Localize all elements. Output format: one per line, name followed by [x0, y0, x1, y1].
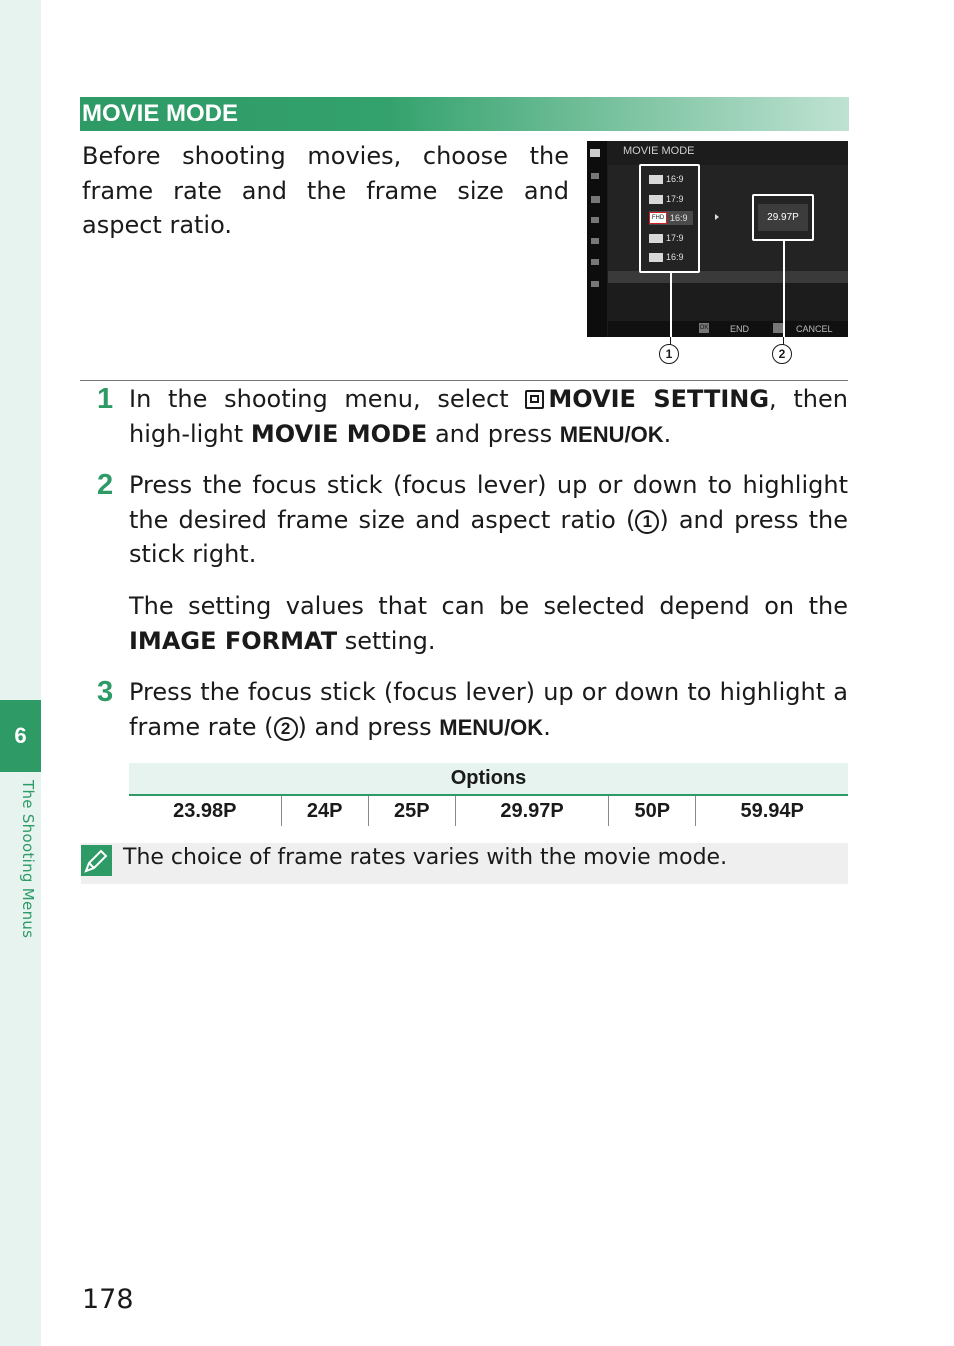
footer-cancel-label: CANCEL	[796, 324, 833, 334]
note-pencil-icon	[81, 845, 112, 876]
text: .	[543, 712, 551, 741]
text: .	[663, 419, 672, 448]
intro-text: Before shooting movies, choose the frame rate and the frame size and aspect ratio.	[82, 142, 569, 239]
size-badge	[649, 234, 663, 243]
frame-size-list[interactable]	[639, 164, 700, 273]
option-cell: 29.97P	[455, 795, 608, 826]
text: setting.	[337, 626, 436, 655]
chapter-tab: 6	[0, 700, 41, 772]
size-aspect: 17:9	[666, 233, 684, 243]
size-aspect: 16:9	[666, 252, 684, 262]
menu-item-name: MOVIE MODE	[250, 419, 428, 448]
callout-ref: 1	[635, 510, 659, 534]
text: The setting values that can be selected depend on the	[129, 592, 848, 620]
menu-ok-key: MENU/OK	[559, 421, 664, 447]
frame-rate-value: 29.97P	[758, 204, 808, 231]
footer-end-label: END	[730, 324, 750, 334]
screen-tab-strip	[587, 141, 607, 337]
callout-line-1	[670, 273, 672, 337]
arrow-right-icon	[715, 214, 719, 220]
text: and press	[427, 419, 560, 448]
size-option[interactable]	[649, 172, 693, 186]
option-cell: 50P	[609, 795, 696, 826]
size-option[interactable]	[649, 250, 693, 264]
back-key-icon	[773, 323, 783, 333]
menu-item-name: IMAGE FORMAT	[129, 626, 338, 655]
options-table	[129, 763, 848, 826]
step-number: 2	[97, 469, 114, 501]
size-option[interactable]	[649, 192, 693, 206]
note-text: The choice of frame rates varies with the movie mode.	[123, 845, 728, 870]
divider	[80, 380, 848, 381]
text: In the shooting menu, select	[129, 385, 526, 413]
size-option[interactable]	[649, 231, 693, 245]
ok-key-icon: OK	[699, 325, 709, 331]
step-number: 3	[97, 676, 114, 708]
step-3-text	[129, 675, 848, 745]
section-header	[80, 97, 849, 131]
callout-line-2	[783, 241, 785, 337]
page-number: 178	[82, 1284, 134, 1315]
size-aspect: 16:9	[666, 174, 684, 184]
callout-ref: 2	[274, 717, 298, 741]
note-box	[81, 843, 848, 884]
size-aspect: 17:9	[666, 194, 684, 204]
menu-ok-key: MENU/OK	[439, 714, 544, 740]
size-badge: FHD	[649, 212, 667, 224]
chapter-label: The Shooting Menus	[19, 780, 37, 939]
menu-tab-icons	[587, 141, 607, 337]
text: ) and press	[297, 712, 440, 741]
table-row	[129, 795, 848, 826]
size-badge	[649, 195, 663, 204]
callout-number-2: 2	[772, 344, 792, 364]
size-aspect: 16:9	[670, 213, 688, 223]
text: Press the focus stick (focus lever) up or down to highlight a frame rate (	[129, 678, 848, 741]
size-badge	[649, 175, 663, 184]
step-number: 1	[97, 383, 114, 415]
step-2-subtext	[129, 589, 848, 658]
size-badge	[649, 253, 663, 262]
frame-rate-box[interactable]	[752, 194, 814, 241]
menu-item-name: MOVIE SETTING	[548, 385, 770, 413]
option-cell: 23.98P	[129, 795, 281, 826]
text: , then high-light	[129, 385, 848, 448]
size-option-selected[interactable]	[649, 211, 693, 225]
option-cell: 25P	[368, 795, 455, 826]
step-2-text	[129, 468, 848, 572]
movie-setting-icon	[525, 390, 544, 409]
option-cell: 24P	[281, 795, 368, 826]
side-strip	[0, 0, 41, 1346]
camera-screen	[587, 141, 848, 337]
screen-title: MOVIE MODE	[623, 145, 695, 157]
options-header: Options	[129, 763, 848, 795]
text: ) and press the stick right.	[129, 505, 849, 568]
step-1-text	[129, 382, 848, 452]
callout-number-1: 1	[659, 344, 679, 364]
section-title: MOVIE MODE	[82, 100, 239, 127]
option-cell: 59.94P	[740, 799, 804, 822]
text: Press the focus stick (focus lever) up or down to highlight the desired frame size and aspect ratio (	[129, 471, 848, 534]
